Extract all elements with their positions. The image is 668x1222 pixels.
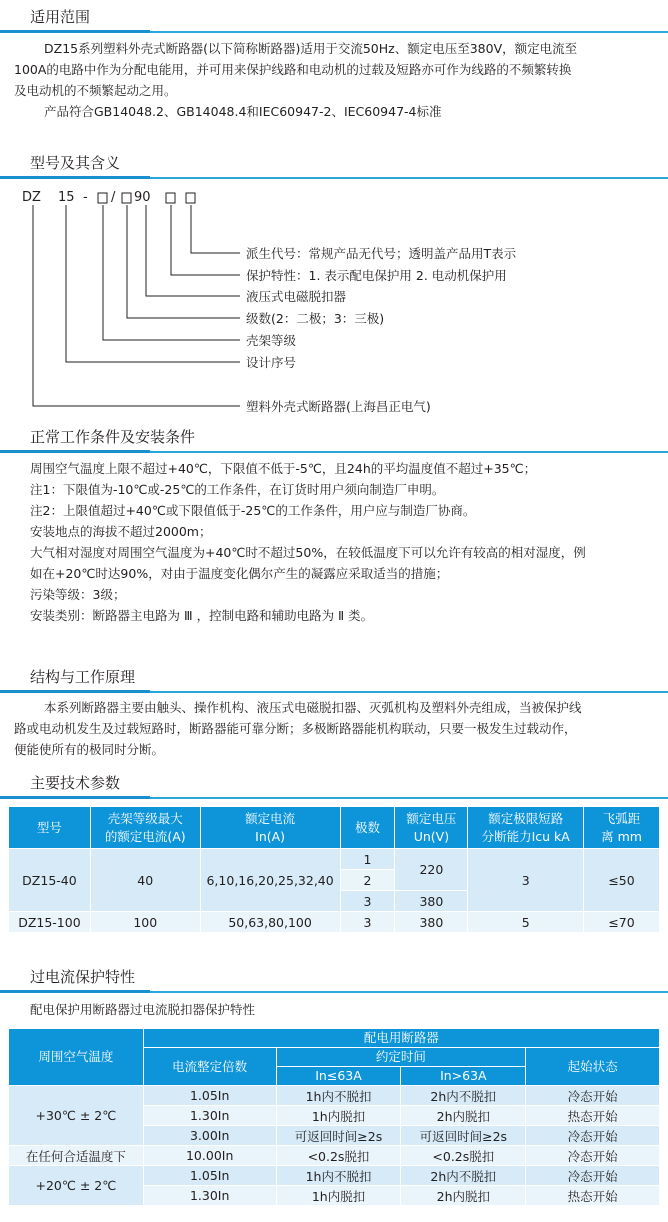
cell-break: 3 xyxy=(468,849,584,912)
box-deriv-2 xyxy=(186,193,195,203)
section-divider xyxy=(0,991,668,993)
scope-paragraph xyxy=(14,38,662,122)
cell-ambient: +30℃ ± 2℃ xyxy=(9,1086,144,1146)
structure-line-3: 便能使所有的极同时分断。 xyxy=(14,742,165,757)
cell-frame: 100 xyxy=(90,912,200,933)
cell-model: DZ15-40 xyxy=(9,849,91,912)
cell-poles: 1 xyxy=(340,849,395,870)
cell-gt63: 2h内脱扣 xyxy=(401,1186,526,1206)
condition-line: 安装地点的海拔不超过2000m； xyxy=(30,524,212,539)
conditions-list xyxy=(30,458,665,626)
section-divider xyxy=(0,691,668,693)
cell-le63: 1h内脱扣 xyxy=(276,1186,401,1206)
box-deriv-1 xyxy=(166,193,175,203)
structure-paragraph xyxy=(14,697,666,760)
cell-rated: 6,10,16,20,25,32,40 xyxy=(200,849,340,912)
code-dash: - xyxy=(83,190,88,205)
params-table xyxy=(8,806,660,933)
cell-start: 冷态开始 xyxy=(526,1126,660,1146)
th-poles: 极数 xyxy=(340,807,395,849)
cell-poles: 2 xyxy=(340,870,395,891)
scope-line-2: 100A的电路中作为分配电能用，并可用来保护线路和电动机的过载及短路亦可作为线路的不频繁转换 xyxy=(14,62,572,77)
cell-ambient: 在任何合适温度下 xyxy=(9,1146,144,1166)
th-frame: 壳架等级最大 的额定电流(A) xyxy=(90,807,200,849)
section-title: 正常工作条件及安装条件 xyxy=(30,428,196,446)
cell-start: 冷态开始 xyxy=(526,1086,660,1106)
cell-arc: ≤70 xyxy=(584,912,660,933)
cell-start: 热态开始 xyxy=(526,1106,660,1126)
cell-gt63: 2h内脱扣 xyxy=(401,1106,526,1126)
th-gt63: In>63A xyxy=(401,1067,526,1086)
cell-gt63: 2h内不脱扣 xyxy=(401,1086,526,1106)
section-params xyxy=(0,772,668,794)
section-divider xyxy=(0,31,668,33)
label-type: 塑料外壳式断路器(上海昌正电气) xyxy=(246,399,431,414)
code-15: 15 xyxy=(58,190,75,205)
cell-rated: 50,63,80,100 xyxy=(200,912,340,933)
leader-type xyxy=(33,205,240,406)
label-trip: 液压式电磁脱扣器 xyxy=(246,289,347,304)
box-pole xyxy=(98,193,107,203)
structure-line-1: 本系列断路器主要由触头、操作机构、液压式电磁脱扣器、灭弧机构及塑料外壳组成，当被保护线 xyxy=(44,700,582,715)
section-model xyxy=(0,152,668,174)
cell-le63: 1h内脱扣 xyxy=(276,1106,401,1126)
condition-line: 如在+20℃时达90%，对由于温度变化偶尔产生的凝露应采取适当的措施； xyxy=(30,566,449,581)
leader-derivative xyxy=(191,205,240,253)
leader-poles xyxy=(127,205,240,318)
condition-line: 注2：上限值超过+40℃或下限值低于-25℃的工作条件，用户应与制造厂协商。 xyxy=(30,503,476,518)
section-title: 主要技术参数 xyxy=(30,774,121,792)
box-protection xyxy=(122,193,131,203)
cell-frame: 40 xyxy=(90,849,200,912)
section-divider xyxy=(0,451,668,453)
model-diagram xyxy=(0,180,668,420)
scope-line-3: 及电动机的不频繁起动之用。 xyxy=(14,83,177,98)
cell-multiple: 1.30In xyxy=(143,1186,276,1206)
cell-multiple: 10.00In xyxy=(143,1146,276,1166)
cell-gt63: 2h内不脱扣 xyxy=(401,1166,526,1186)
section-overcurrent xyxy=(0,966,668,988)
label-poles: 级数(2：二极；3：三极) xyxy=(246,311,385,326)
cell-multiple: 3.00In xyxy=(143,1126,276,1146)
cell-volt: 380 xyxy=(395,891,468,912)
section-scope xyxy=(0,6,668,28)
section-title: 结构与工作原理 xyxy=(30,668,136,686)
label-design: 设计序号 xyxy=(246,355,297,370)
section-conditions xyxy=(0,426,668,448)
th-volt: 额定电压 Un(V) xyxy=(395,807,468,849)
cell-start: 冷态开始 xyxy=(526,1166,660,1186)
code-slash: / xyxy=(111,190,116,205)
leader-trip xyxy=(146,205,240,296)
cell-le63: 可返回时间≥2s xyxy=(276,1126,401,1146)
label-frame: 壳架等级 xyxy=(246,333,297,348)
code-90: 90 xyxy=(134,190,151,205)
th-break: 额定极限短路 分断能力Icu kA xyxy=(468,807,584,849)
th-rated: 额定电流 In(A) xyxy=(200,807,340,849)
section-title: 型号及其含义 xyxy=(30,154,121,172)
label-protection: 保护特性：1. 表示配电保护用 2. 电动机保护用 xyxy=(246,268,507,283)
code-dz: DZ xyxy=(22,190,41,205)
th-arc: 飞弧距 离 mm xyxy=(584,807,660,849)
condition-line: 周围空气温度上限不超过+40℃，下限值不低于-5℃，且24h的平均温度值不超过+35℃； xyxy=(30,461,537,476)
cell-arc: ≤50 xyxy=(584,849,660,912)
cell-le63: 1h内不脱扣 xyxy=(276,1086,401,1106)
cell-ambient: +20℃ ± 2℃ xyxy=(9,1166,144,1206)
cell-start: 热态开始 xyxy=(526,1186,660,1206)
condition-line: 污染等级：3级； xyxy=(30,587,126,602)
leader-design xyxy=(66,205,240,362)
scope-standards: 产品符合GB14048.2、GB14048.4和IEC60947-2、IEC60947-4标准 xyxy=(44,104,442,119)
scope-line-1: DZ15系列塑料外壳式断路器(以下简称断路器)适用于交流50Hz、额定电压至380V，额定电流至 xyxy=(44,41,578,56)
cell-poles: 3 xyxy=(340,912,395,933)
section-title: 过电流保护特性 xyxy=(30,968,136,986)
th-group: 配电用断路器 xyxy=(143,1029,659,1048)
section-title: 适用范围 xyxy=(30,8,91,26)
cell-le63: <0.2s脱扣 xyxy=(276,1146,401,1166)
section-divider xyxy=(0,797,668,799)
leader-protection xyxy=(171,205,240,275)
cell-start: 冷态开始 xyxy=(526,1146,660,1166)
overcurrent-subtitle: 配电保护用断路器过电流脱扣器保护特性 xyxy=(30,1002,256,1017)
cell-multiple: 1.05In xyxy=(143,1166,276,1186)
structure-line-2: 路或电动机发生及过载短路时，断路器能可靠分断；多极断路器能机构联动，只要一极发生过载动作， xyxy=(14,721,577,736)
th-model: 型号 xyxy=(9,807,91,849)
condition-line: 安装类别：断路器主电路为 Ⅲ ，控制电路和辅助电路为 Ⅱ 类。 xyxy=(30,608,374,623)
overcurrent-table xyxy=(8,1028,660,1206)
section-structure xyxy=(0,666,668,688)
th-ambient: 周围空气温度 xyxy=(9,1029,144,1086)
th-time: 约定时间 xyxy=(276,1048,526,1067)
cell-model: DZ15-100 xyxy=(9,912,91,933)
th-le63: In≤63A xyxy=(276,1067,401,1086)
condition-line: 注1：下限值为-10℃或-25℃的工作条件，在订货时用户须向制造厂申明。 xyxy=(30,482,445,497)
cell-gt63: 可返回时间≥2s xyxy=(401,1126,526,1146)
cell-poles: 3 xyxy=(340,891,395,912)
cell-volt: 380 xyxy=(395,912,468,933)
cell-volt: 220 xyxy=(395,849,468,891)
cell-multiple: 1.05In xyxy=(143,1086,276,1106)
condition-line: 大气相对湿度对周围空气温度为+40℃时不超过50%，在较低温度下可以允许有较高的相对湿度，例 xyxy=(30,545,586,560)
th-multiple: 电流整定倍数 xyxy=(143,1048,276,1086)
th-start: 起始状态 xyxy=(526,1048,660,1086)
cell-break: 5 xyxy=(468,912,584,933)
cell-multiple: 1.30In xyxy=(143,1106,276,1126)
cell-le63: 1h内不脱扣 xyxy=(276,1166,401,1186)
section-divider xyxy=(0,177,668,179)
cell-gt63: <0.2s脱扣 xyxy=(401,1146,526,1166)
label-derivative: 派生代号：常规产品无代号；透明盖产品用T表示 xyxy=(246,246,517,261)
